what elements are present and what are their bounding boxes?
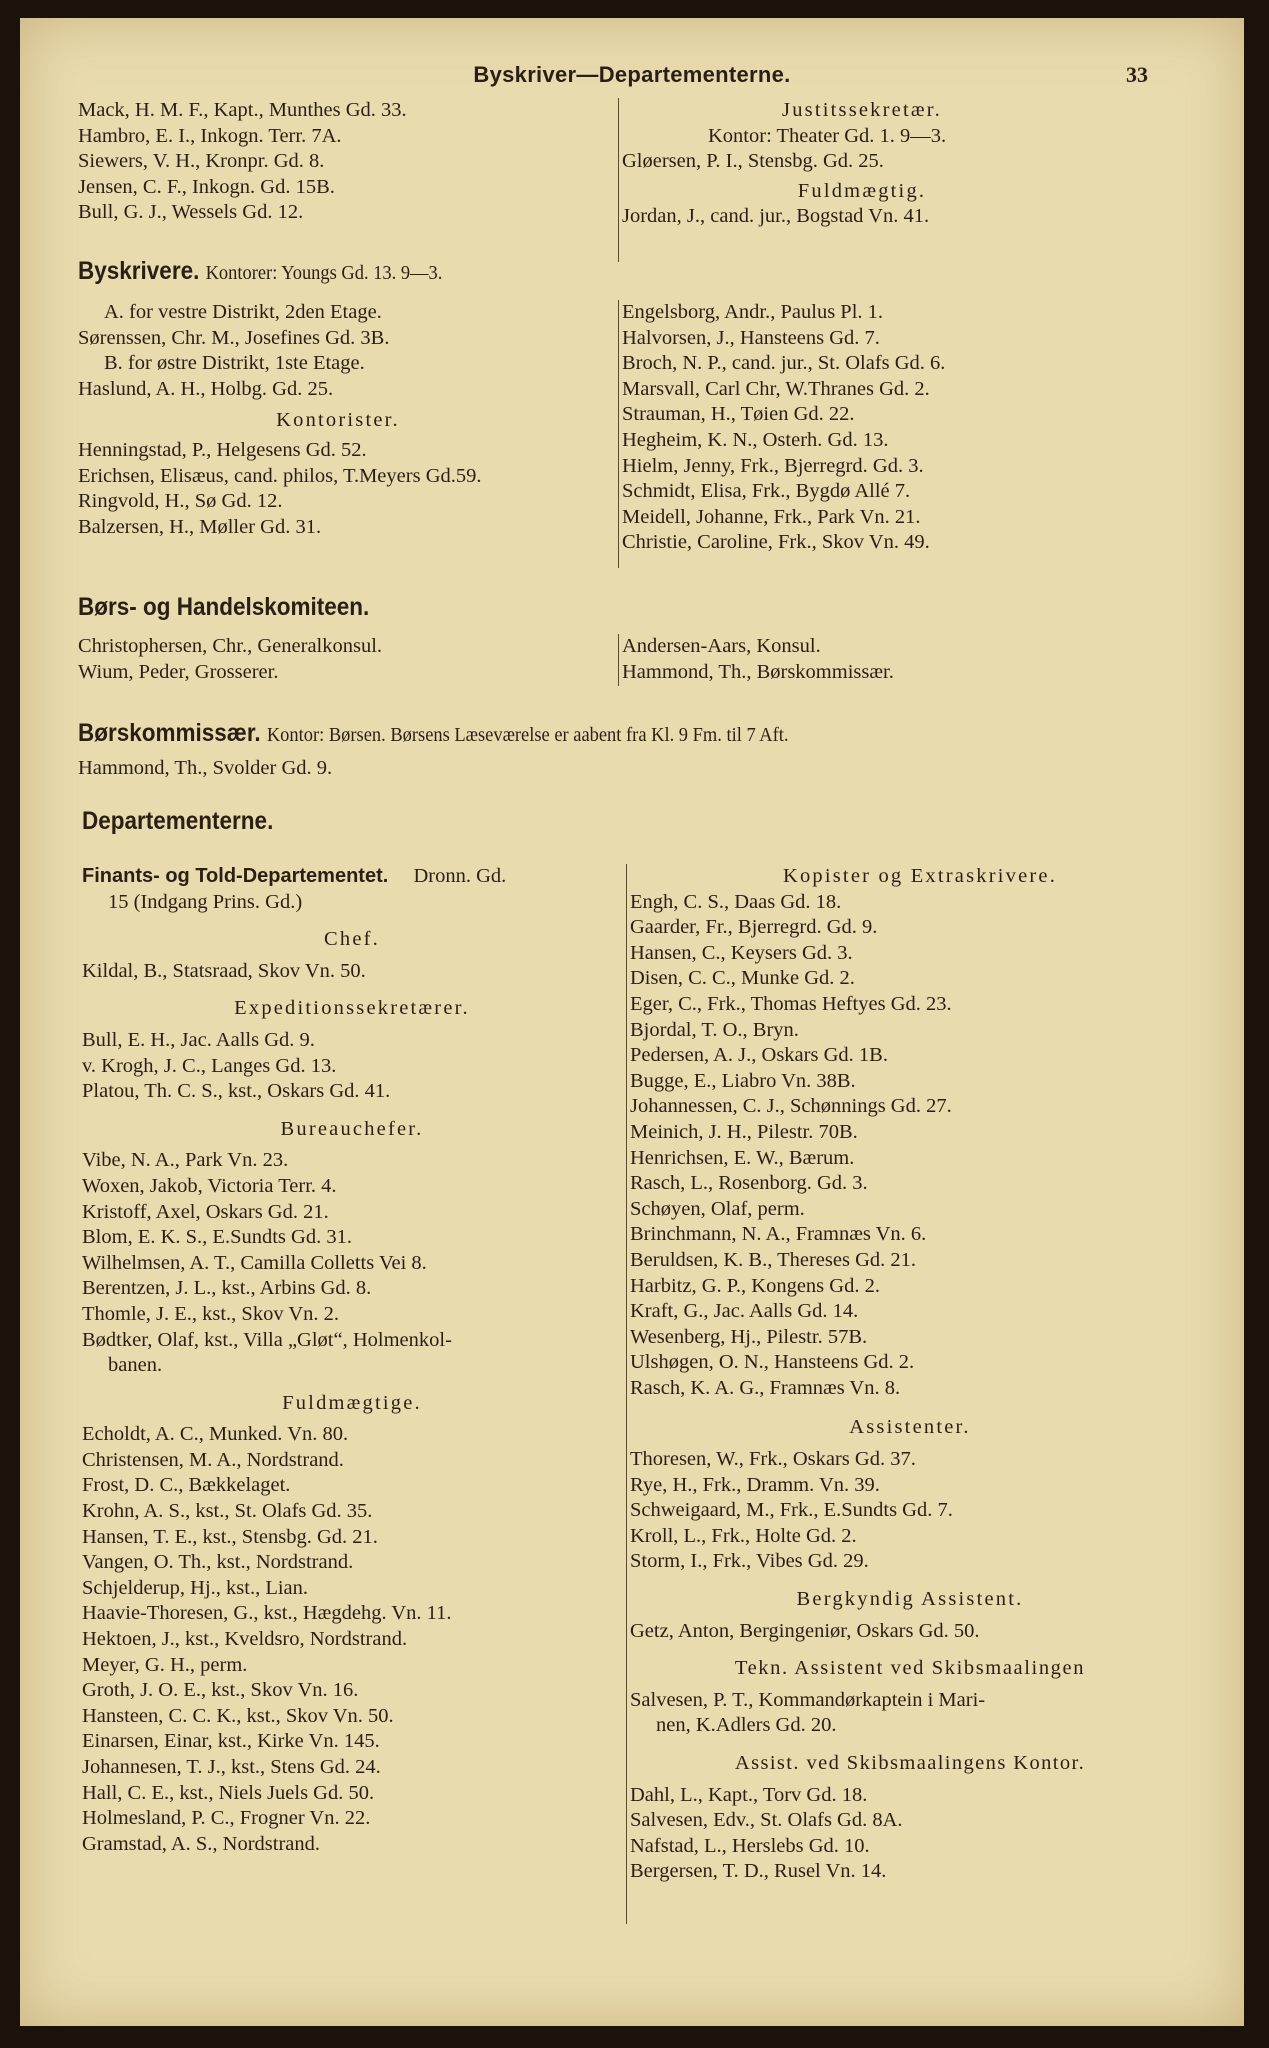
list-item: Kristoff, Axel, Oskars Gd. 21. — [82, 1200, 329, 1223]
list-item: Bugge, E., Liabro Vn. 38B. — [630, 1069, 856, 1092]
list-item: Dahl, L., Kapt., Torv Gd. 18. — [630, 1783, 868, 1806]
list-item: Echoldt, A. C., Munked. Vn. 80. — [82, 1423, 349, 1446]
list-item: Hammond, Th., Børskommissær. — [622, 660, 894, 683]
list-item: Woxen, Jakob, Victoria Terr. 4. — [82, 1174, 337, 1197]
departementerne-heading: Departementerne. — [82, 807, 274, 835]
list-item: Pedersen, A. J., Oskars Gd. 1B. — [630, 1044, 888, 1067]
list-item: A. for vestre Distrikt, 2den Etage. — [104, 301, 382, 323]
list-item: Vibe, N. A., Park Vn. 23. — [82, 1149, 289, 1172]
list-item: Marsvall, Carl Chr, W.Thranes Gd. 2. — [622, 377, 930, 400]
byskrivere-left — [78, 300, 598, 540]
finants-heading-line — [82, 864, 622, 890]
list-item: Christophersen, Chr., Generalkonsul. — [78, 635, 383, 657]
list-item: Kildal, B., Statsraad, Skov Vn. 50. — [82, 959, 366, 982]
list-item: Frost, D. C., Bækkelaget. — [82, 1474, 291, 1497]
list-item: Kraft, G., Jac. Aalls Gd. 14. — [630, 1300, 859, 1323]
list-item: v. Krogh, J. C., Langes Gd. 13. — [82, 1054, 337, 1077]
byskrivere-right — [622, 300, 945, 556]
section-title: Assistenter. — [849, 1416, 971, 1439]
list-item: Salvesen, Edv., St. Olafs Gd. 8A. — [630, 1809, 903, 1832]
list-item: Ulshøgen, O. N., Hansteens Gd. 2. — [630, 1351, 915, 1374]
list-item: Andersen-Aars, Konsul. — [622, 635, 821, 657]
column-divider — [626, 864, 627, 1924]
bors-left — [78, 634, 382, 685]
list-item: Holmesland, P. C., Frogner Vn. 22. — [82, 1807, 371, 1830]
list-item: Blom, E. K. S., E.Sundts Gd. 31. — [82, 1226, 352, 1249]
list-item: Bødtker, Olaf, kst., Villa „Gløt“, Holmenkol- — [82, 1328, 452, 1351]
section-title: Assist. ved Skibsmaalingens Kontor. — [734, 1752, 1086, 1774]
section-title: Expeditionssekretærer. — [234, 997, 470, 1020]
heading-title: Byskrivere. — [78, 257, 200, 285]
kopist-column — [630, 864, 1190, 1885]
justitssekretaer-section — [622, 98, 1102, 230]
section-title: Kopister og Extraskrivere. — [782, 865, 1058, 887]
list-item: Gramstad, A. S., Nordstrand. — [82, 1832, 321, 1855]
list-item: Platou, Th. C. S., kst., Oskars Gd. 41. — [82, 1080, 391, 1103]
section-title: Chef. — [324, 928, 380, 951]
list-item: Meidell, Johanne, Frk., Park Vn. 21. — [622, 505, 921, 528]
list-item: Disen, C. C., Munke Gd. 2. — [630, 967, 855, 990]
list-item: Rasch, L., Rosenborg. Gd. 3. — [630, 1172, 868, 1195]
list-item: Gløersen, P. I., Stensbg. Gd. 25. — [622, 150, 884, 173]
list-item: Hansen, T. E., kst., Stensbg. Gd. 21. — [82, 1525, 378, 1548]
list-item: Engh, C. S., Daas Gd. 18. — [630, 890, 842, 913]
section-title: Bureauchefer. — [280, 1117, 424, 1140]
list-item: Meyer, G. H., perm. — [82, 1653, 248, 1676]
list-item: Salvesen, P. T., Kommandørkaptein i Mari- — [630, 1688, 986, 1711]
list-item: Wilhelmsen, A. T., Camilla Colletts Vei 8. — [82, 1251, 427, 1274]
list-item: Hegheim, K. N., Osterh. Gd. 13. — [622, 428, 889, 451]
top-left-list — [78, 98, 407, 226]
column-divider — [618, 98, 619, 262]
list-item: Johannesen, T. J., kst., Stens Gd. 24. — [82, 1756, 381, 1778]
kontor-line: Kontor: Børsen. Børsens Læseværelse er aabent fra Kl. 9 Fm. til 7 Aft. — [266, 724, 789, 746]
list-item: Haslund, A. H., Holbg. Gd. 25. — [78, 377, 334, 400]
list-item: Bjordal, T. O., Bryn. — [630, 1018, 799, 1041]
byskrivere-heading — [78, 254, 442, 290]
column-divider — [618, 634, 619, 686]
list-item: Rye, H., Frk., Dramm. Vn. 39. — [630, 1473, 880, 1496]
list-item: Bull, E. H., Jac. Aalls Gd. 9. — [82, 1028, 315, 1051]
list-item-cont: nen, K.Adlers Gd. 20. — [656, 1714, 837, 1737]
list-item: B. for østre Distrikt, 1ste Etage. — [104, 352, 365, 375]
running-head: Byskriver—Departementerne. — [473, 62, 791, 87]
heading-title: Børskommissær. — [78, 719, 261, 747]
list-item: Einarsen, Einar, kst., Kirke Vn. 145. — [82, 1730, 380, 1753]
list-item: Harbitz, G. P., Kongens Gd. 2. — [630, 1274, 880, 1297]
list-item: Krohn, A. S., kst., St. Olafs Gd. 35. — [82, 1500, 373, 1523]
list-item: Beruldsen, K. B., Thereses Gd. 21. — [630, 1248, 917, 1271]
list-item: Johannessen, C. J., Schønnings Gd. 27. — [630, 1095, 952, 1118]
list-item: Schjelderup, Hj., kst., Lian. — [82, 1576, 309, 1599]
list-item: Hammond, Th., Svolder Gd. 9. — [78, 757, 333, 779]
column-divider — [618, 300, 619, 568]
list-item: Bergersen, T. D., Rusel Vn. 14. — [630, 1860, 887, 1883]
list-item: Christensen, M. A., Nordstrand. — [82, 1448, 344, 1471]
list-item: Christie, Caroline, Frk., Skov Vn. 49. — [622, 531, 930, 554]
list-item: Hektoen, J., kst., Kveldsro, Nordstrand. — [82, 1628, 408, 1651]
list-item: Broch, N. P., cand. jur., St. Olafs Gd. 6. — [622, 352, 946, 375]
list-item: Groth, J. O. E., kst., Skov Vn. 16. — [82, 1679, 359, 1702]
list-item: Schweigaard, M., Frk., E.Sundts Gd. 7. — [630, 1499, 953, 1522]
finants-address-cont: 15 (Indgang Prins. Gd.) — [108, 890, 303, 913]
list-item: Jordan, J., cand. jur., Bogstad Vn. 41. — [622, 205, 930, 228]
finants-column — [82, 864, 622, 1857]
list-item: Getz, Anton, Bergingeniør, Oskars Gd. 50. — [630, 1619, 980, 1642]
list-item: Jensen, C. F., Inkogn. Gd. 15B. — [78, 175, 335, 198]
section-title: Justitssekretær. — [782, 99, 942, 121]
list-item: Balzersen, H., Møller Gd. 31. — [78, 515, 322, 538]
list-item: Hansen, C., Keysers Gd. 3. — [630, 941, 853, 964]
list-item: Erichsen, Elisæus, cand. philos, T.Meyers Gd.59. — [78, 464, 482, 487]
list-item: Wium, Peder, Grosserer. — [78, 660, 279, 683]
list-item: Henrichsen, E. W., Bærum. — [630, 1146, 855, 1169]
list-item: Brinchmann, N. A., Framnæs Vn. 6. — [630, 1223, 927, 1246]
list-item: Bull, G. J., Wessels Gd. 12. — [78, 201, 304, 224]
list-item: Schøyen, Olaf, perm. — [630, 1197, 805, 1220]
list-item: Sørenssen, Chr. M., Josefines Gd. 3B. — [78, 326, 390, 349]
list-item: Rasch, K. A. G., Framnæs Vn. 8. — [630, 1376, 901, 1399]
list-item: Halvorsen, J., Hansteens Gd. 7. — [622, 326, 880, 349]
list-item: Storm, I., Frk., Vibes Gd. 29. — [630, 1550, 869, 1573]
list-item-cont: banen. — [108, 1354, 163, 1377]
list-item: Mack, H. M. F., Kapt., Munthes Gd. 33. — [78, 99, 407, 121]
list-item: Vangen, O. Th., kst., Nordstrand. — [82, 1551, 354, 1574]
list-item: Wesenberg, Hj., Pilestr. 57B. — [630, 1325, 868, 1348]
list-item: Hambro, E. I., Inkogn. Terr. 7A. — [78, 124, 342, 147]
list-item: Kroll, L., Frk., Holte Gd. 2. — [630, 1524, 857, 1547]
list-item: Siewers, V. H., Kronpr. Gd. 8. — [78, 150, 325, 173]
list-item: Thoresen, W., Frk., Oskars Gd. 37. — [630, 1448, 916, 1471]
kontor-line: Kontorer: Youngs Gd. 13. 9—3. — [205, 262, 443, 284]
list-item: Strauman, H., Tøien Gd. 22. — [622, 403, 855, 426]
list-item: Engelsborg, Andr., Paulus Pl. 1. — [622, 301, 884, 323]
kontor-line: Kontor: Theater Gd. 1. 9—3. — [708, 124, 947, 147]
list-item: Thomle, J. E., kst., Skov Vn. 2. — [82, 1302, 340, 1325]
list-item: Ringvold, H., Sø Gd. 12. — [78, 490, 283, 513]
list-item: Eger, C., Frk., Thomas Heftyes Gd. 23. — [630, 992, 952, 1015]
bors-right — [622, 634, 894, 685]
list-item: Berentzen, J. L., kst., Arbins Gd. 8. — [82, 1277, 372, 1300]
finants-heading: Finants- og Told-Departementet. — [82, 865, 389, 887]
section-title: Fuldmægtige. — [282, 1391, 422, 1414]
section-title: Kontorister. — [276, 409, 400, 432]
list-item: Hielm, Jenny, Frk., Bjerregrd. Gd. 3. — [622, 454, 924, 477]
list-item: Meinich, J. H., Pilestr. 70B. — [630, 1120, 858, 1143]
list-item: Nafstad, L., Herslebs Gd. 10. — [630, 1834, 870, 1857]
borskommissaer-line — [78, 756, 332, 782]
list-item: Haavie-Thoresen, G., kst., Hægdehg. Vn. 11. — [82, 1602, 452, 1625]
list-item: Hansteen, C. C. K., kst., Skov Vn. 50. — [82, 1704, 394, 1727]
section-title: Tekn. Assistent ved Skibsmaalingen — [734, 1657, 1086, 1680]
list-item: Schmidt, Elisa, Frk., Bygdø Allé 7. — [622, 480, 911, 503]
section-title: Bergkyndig Assistent. — [796, 1588, 1024, 1611]
bors-heading: Børs- og Handelskomiteen. — [78, 593, 370, 621]
finants-address: Dronn. Gd. — [413, 865, 507, 887]
borskommissaer-heading — [78, 716, 788, 752]
page-number: 33 — [1126, 62, 1148, 87]
list-item: Hall, C. E., kst., Niels Juels Gd. 50. — [82, 1781, 375, 1804]
section-title: Fuldmægtig. — [797, 179, 927, 202]
directory-page — [20, 18, 1244, 2026]
list-item: Henningstad, P., Helgesens Gd. 52. — [78, 438, 367, 461]
list-item: Gaarder, Fr., Bjerregrd. Gd. 9. — [630, 916, 878, 939]
